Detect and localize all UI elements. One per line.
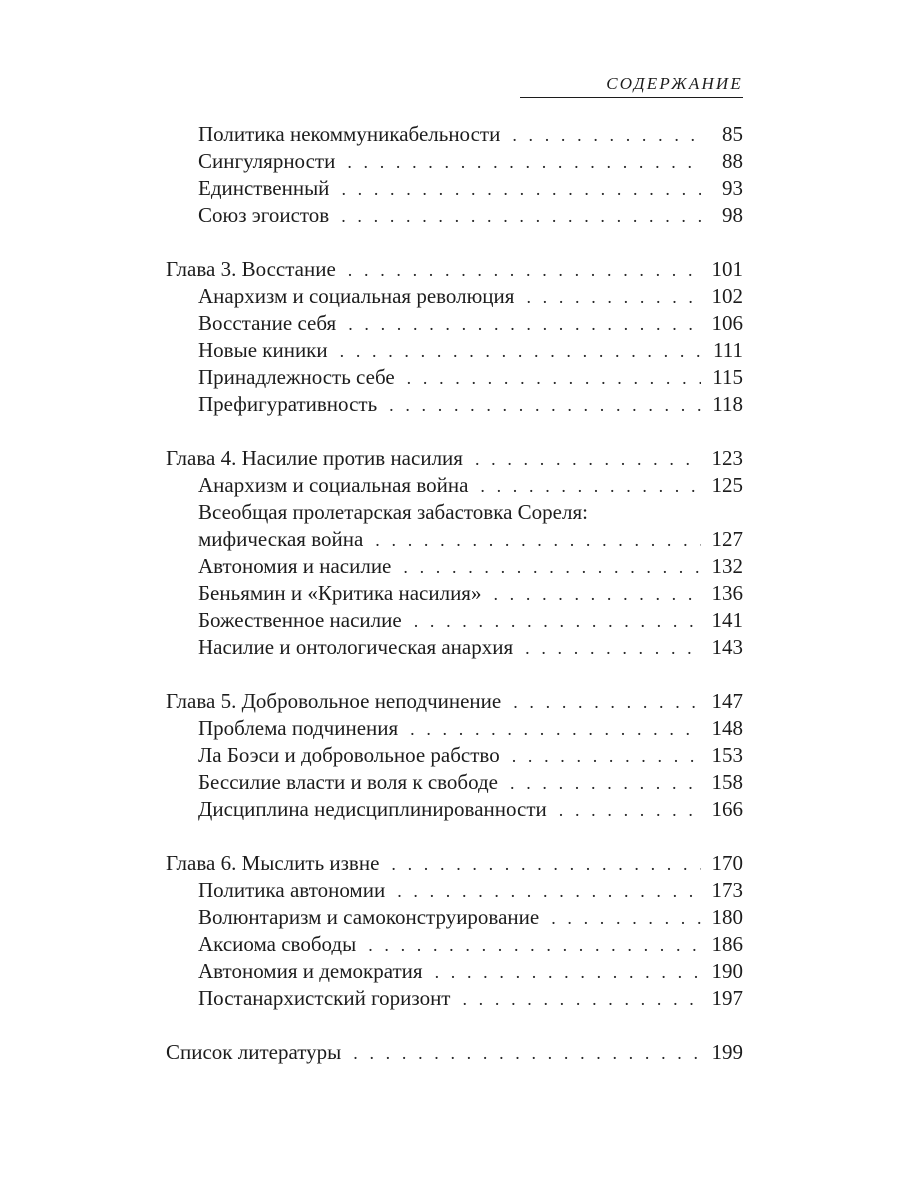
- toc-entry-page: 98: [722, 203, 743, 227]
- dot-leader: [347, 149, 701, 176]
- dot-leader: [493, 581, 701, 608]
- dot-leader: [348, 257, 701, 284]
- toc-entry-title: Постанархистский горизонт: [198, 986, 451, 1010]
- toc-entry: [166, 553, 743, 580]
- toc-entry-title: Единственный: [198, 176, 330, 200]
- toc-entry-title: Восстание себя: [198, 311, 337, 335]
- toc-entry: [166, 283, 743, 310]
- toc-entry-first-line: [166, 499, 743, 526]
- toc-chapter-3: [166, 256, 743, 283]
- dot-leader: [341, 176, 701, 203]
- toc-entry: [166, 985, 743, 1012]
- dot-leader: [475, 446, 701, 473]
- dot-leader: [462, 986, 701, 1013]
- dot-leader: [410, 716, 701, 743]
- toc-entry-title: Союз эгоистов: [198, 203, 330, 227]
- toc-entry-title: Политика некоммуникабельности: [198, 122, 501, 146]
- toc-entry-title: Принадлежность себе: [198, 365, 395, 389]
- chapter-title: Глава 5. Добровольное неподчинение: [166, 689, 502, 713]
- toc-entry: [166, 526, 743, 553]
- toc-entry-title: Новые киники: [198, 338, 328, 362]
- toc-entry: [166, 931, 743, 958]
- toc-entry-title: Бессилие власти и воля к свободе: [198, 770, 498, 794]
- bibliography-title: Список литературы: [166, 1040, 342, 1064]
- toc-entry-title: Автономия и насилие: [198, 554, 392, 578]
- toc-bibliography: [166, 1039, 743, 1066]
- toc-entry-title: Дисциплина недисциплинированности: [198, 797, 547, 821]
- toc-entry-page: 197: [711, 986, 743, 1010]
- bibliography-page: 199: [711, 1040, 743, 1064]
- chapter-title: Глава 6. Мыслить извне: [166, 851, 380, 875]
- dot-leader: [480, 473, 701, 500]
- toc-entry-title-line1: Всеобщая пролетарская забастовка Сореля:: [198, 500, 588, 524]
- dot-leader: [403, 554, 701, 581]
- toc-entry-title: Аксиома свободы: [198, 932, 357, 956]
- chapter-page: 101: [711, 257, 743, 281]
- toc-chapter-6: [166, 850, 743, 877]
- toc-entry: [166, 391, 743, 418]
- toc-entry-page: 118: [712, 392, 743, 416]
- toc-entry-title: Анархизм и социальная война: [198, 473, 469, 497]
- toc-entry-page: 190: [711, 959, 743, 983]
- running-head: СОДЕРЖАНИЕ: [520, 74, 743, 98]
- dot-leader: [510, 770, 701, 797]
- dot-leader: [348, 311, 701, 338]
- toc-entry-page: 141: [711, 608, 743, 632]
- toc-entry-title: Ла Боэси и добровольное рабство: [198, 743, 500, 767]
- dot-leader: [407, 365, 701, 392]
- toc-entry-title: Автономия и демократия: [198, 959, 423, 983]
- chapter-title: Глава 4. Насилие против насилия: [166, 446, 463, 470]
- toc-entry: [166, 175, 743, 202]
- toc-entry-page: 111: [713, 338, 743, 362]
- dot-leader: [414, 608, 701, 635]
- dot-leader: [525, 635, 701, 662]
- toc-entry-title: Волюнтаризм и самоконструирование: [198, 905, 540, 929]
- toc-entry: [166, 715, 743, 742]
- dot-leader: [435, 959, 701, 986]
- toc-entry-page: 88: [722, 149, 743, 173]
- toc-entry-page: 136: [711, 581, 743, 605]
- toc-entry: [166, 769, 743, 796]
- toc-chapter-4: [166, 445, 743, 472]
- dot-leader: [340, 338, 701, 365]
- toc-entry: [166, 796, 743, 823]
- toc-entry: [166, 580, 743, 607]
- dot-leader: [513, 689, 701, 716]
- toc-entry-page: 127: [711, 527, 743, 551]
- toc-entry-title: Проблема подчинения: [198, 716, 399, 740]
- toc-entry-title: Насилие и онтологическая анархия: [198, 635, 514, 659]
- toc-entry: [166, 958, 743, 985]
- table-of-contents: [166, 121, 743, 1066]
- dot-leader: [397, 878, 701, 905]
- toc-entry-title: Префигуративность: [198, 392, 378, 416]
- dot-leader: [375, 527, 701, 554]
- dot-leader: [368, 932, 701, 959]
- toc-entry-title: Политика автономии: [198, 878, 386, 902]
- toc-entry-page: 153: [711, 743, 743, 767]
- toc-entry-page: 173: [711, 878, 743, 902]
- dot-leader: [389, 392, 701, 419]
- toc-entry-title: Сингулярности: [198, 149, 336, 173]
- toc-entry: [166, 364, 743, 391]
- toc-entry: [166, 634, 743, 661]
- dot-leader: [391, 851, 701, 878]
- dot-leader: [526, 284, 701, 311]
- toc-entry: [166, 607, 743, 634]
- toc-entry-page: 125: [711, 473, 743, 497]
- toc-entry-page: 148: [711, 716, 743, 740]
- toc-entry-page: 106: [711, 311, 743, 335]
- dot-leader: [512, 743, 701, 770]
- dot-leader: [551, 905, 701, 932]
- toc-entry: [166, 310, 743, 337]
- toc-entry: [166, 877, 743, 904]
- toc-entry: [166, 742, 743, 769]
- chapter-page: 123: [711, 446, 743, 470]
- toc-entry-title: Божественное насилие: [198, 608, 402, 632]
- toc-entry-page: 186: [711, 932, 743, 956]
- toc-entry-page: 85: [722, 122, 743, 146]
- dot-leader: [341, 203, 701, 230]
- toc-entry-page: 132: [711, 554, 743, 578]
- toc-entry-page: 158: [711, 770, 743, 794]
- toc-entry: [166, 121, 743, 148]
- chapter-page: 170: [711, 851, 743, 875]
- toc-entry-title: мифическая война: [198, 527, 364, 551]
- dot-leader: [559, 797, 701, 824]
- toc-entry-title: Беньямин и «Критика насилия»: [198, 581, 482, 605]
- toc-chapter-5: [166, 688, 743, 715]
- toc-entry: [166, 472, 743, 499]
- chapter-title: Глава 3. Восстание: [166, 257, 336, 281]
- toc-entry: [166, 337, 743, 364]
- toc-entry-page: 115: [712, 365, 743, 389]
- toc-entry-page: 93: [722, 176, 743, 200]
- dot-leader: [353, 1040, 701, 1067]
- toc-entry-page: 180: [711, 905, 743, 929]
- toc-entry-page: 143: [711, 635, 743, 659]
- toc-entry-title: Анархизм и социальная революция: [198, 284, 515, 308]
- toc-entry: [166, 148, 743, 175]
- toc-entry-page: 102: [711, 284, 743, 308]
- chapter-page: 147: [711, 689, 743, 713]
- dot-leader: [512, 122, 701, 149]
- toc-entry-page: 166: [711, 797, 743, 821]
- toc-entry: [166, 904, 743, 931]
- toc-entry: [166, 202, 743, 229]
